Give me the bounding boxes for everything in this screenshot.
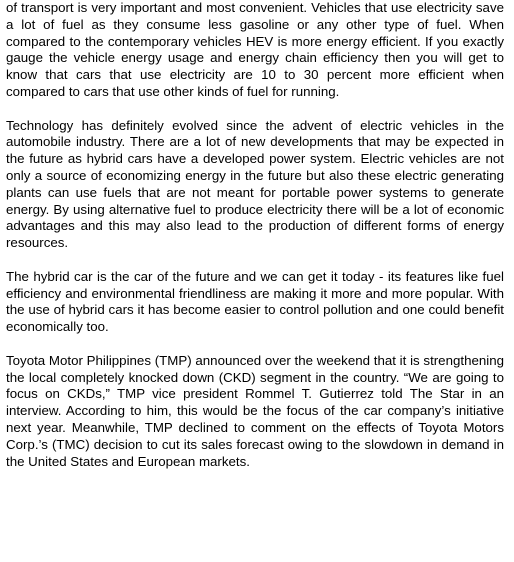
paragraph-hybrid-future: The hybrid car is the car of the future and we can get it today - its features like fuel efficiency and environmental friendliness are making it more and more popular. With the use of hybrid cars it has become easier to control pollution and one could benefit economically too. bbox=[6, 268, 504, 335]
paragraph-toyota: Toyota Motor Philippines (TMP) announced over the weekend that it is strengthening the local completely knocked down (CKD) segment in the country. “We are going to focus on CKDs,” TMP vice president Rommel T. Gutierrez told The Star in an interview. According to him, this would be the focus of the car company’s initiative next year. Meanwhile, TMP declined to comment on the effects of Toyota Motors Corp.’s (TMC) decision to cut its sales forecast owing to the slowdown in demand in the United States and European markets. bbox=[6, 352, 504, 469]
paragraph-fuel-efficiency: of transport is very important and most convenient. Vehicles that use electricity save a lot of fuel as they consume less gasoline or any other type of fuel. When compared to the contemporary vehicles HEV is more energy efficient. If you exactly gauge the vehicle energy usage and energy chain efficiency then you will get to know that cars that use electricity are 10 to 30 percent more efficient when compared to cars that use other kinds of fuel for running. bbox=[6, 0, 504, 99]
document-body bbox=[6, 0, 504, 487]
paragraph-technology: Technology has definitely evolved since the advent of electric vehicles in the automobile industry. There are a lot of new developments that may be expected in the future as hybrid cars have a developed power system. Electric vehicles are not only a source of economizing energy in the future but also these electric generating plants can use fuels that are not meant for portable power systems to generate energy. By using alternative fuel to produce electricity there will be a lot of economic advantages and this may also lead to the production of different forms of energy resources. bbox=[6, 117, 504, 251]
